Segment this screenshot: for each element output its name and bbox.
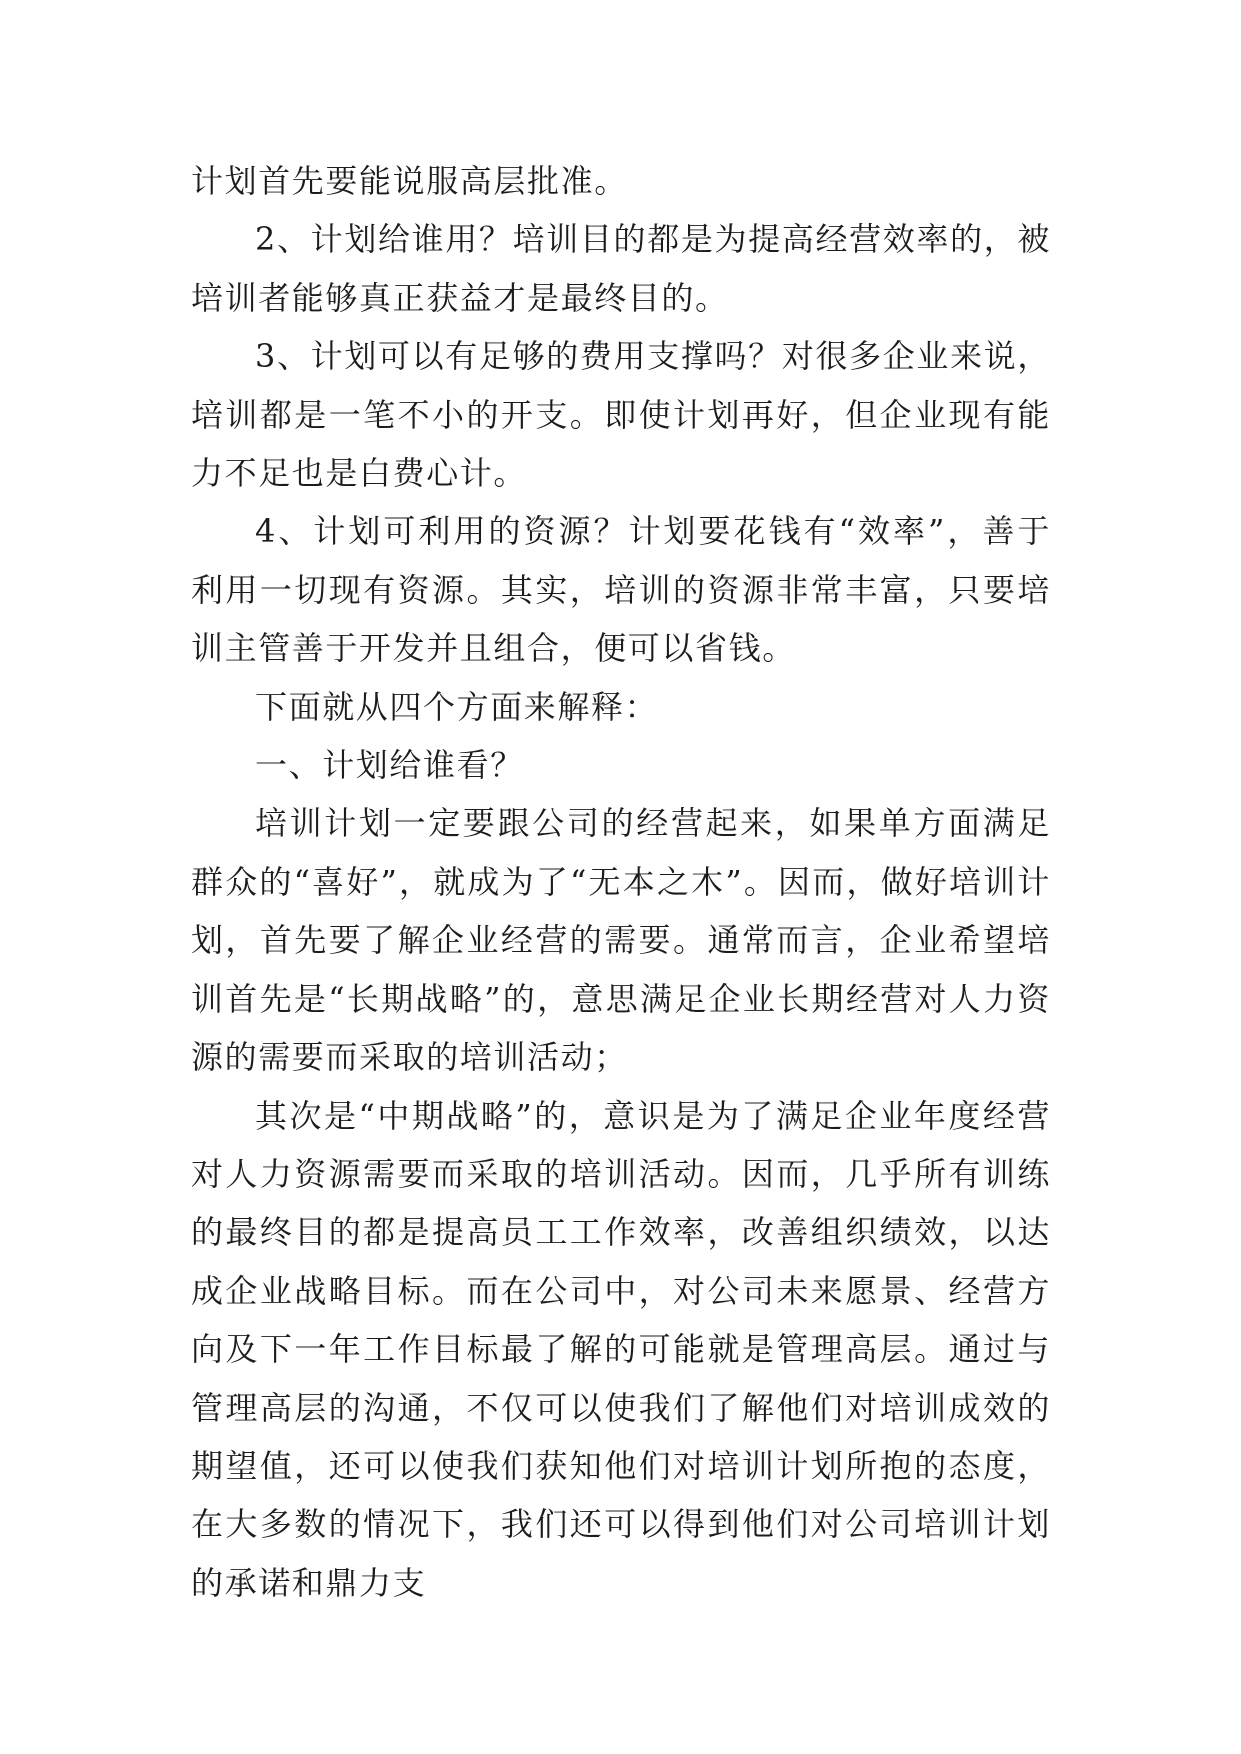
section-heading-1: 一、计划给谁看？: [255, 746, 524, 785]
paragraph-approval-note: 计划首先要能说服高层批准。: [191, 162, 628, 200]
paragraph-intro-four-aspects: 下面就从四个方面来解释：: [255, 687, 659, 726]
document-body: [191, 152, 1051, 1612]
paragraph-mid-term-strategy: 其次是“中期战略”的，意识是为了满足企业年度经营对人力资源需要而采取的培训活动。因而，几乎所有训练的最终目的都是提高员工工作效率，改善组织绩效，以达成企业战略目标。而在公司中，对公司未来愿景、经营方向及下一年工作目标最了解的可能就是管理高层。通过与管理高层的沟通，不仅可以使我们了解他们对培训成效的期望值，还可以使我们获知他们对培训计划所抱的态度，在大多数的情况下，我们还可以得到他们对公司培训计划的承诺和鼎力支: [191, 1096, 1051, 1602]
paragraph-point-4: 4、计划可利用的资源？计划要花钱有“效率”，善于利用一切现有资源。其实，培训的资源非常丰富，只要培训主管善于开发并且组合，便可以省钱。: [191, 512, 1051, 668]
paragraph-point-3: 3、计划可以有足够的费用支撑吗？对很多企业来说，培训都是一笔不小的开支。即使计划再好，但企业现有能力不足也是白费心计。: [191, 337, 1051, 493]
paragraph-point-2: 2、计划给谁用？培训目的都是为提高经营效率的，被培训者能够真正获益才是最终目的。: [191, 220, 1051, 317]
paragraph-long-term-strategy: 培训计划一定要跟公司的经营起来，如果单方面满足群众的“喜好”，就成为了“无本之木”。因而，做好培训计划，首先要了解企业经营的需要。通常而言，企业希望培训首先是“长期战略”的，意思满足企业长期经营对人力资源的需要而采取的培训活动；: [191, 804, 1051, 1077]
